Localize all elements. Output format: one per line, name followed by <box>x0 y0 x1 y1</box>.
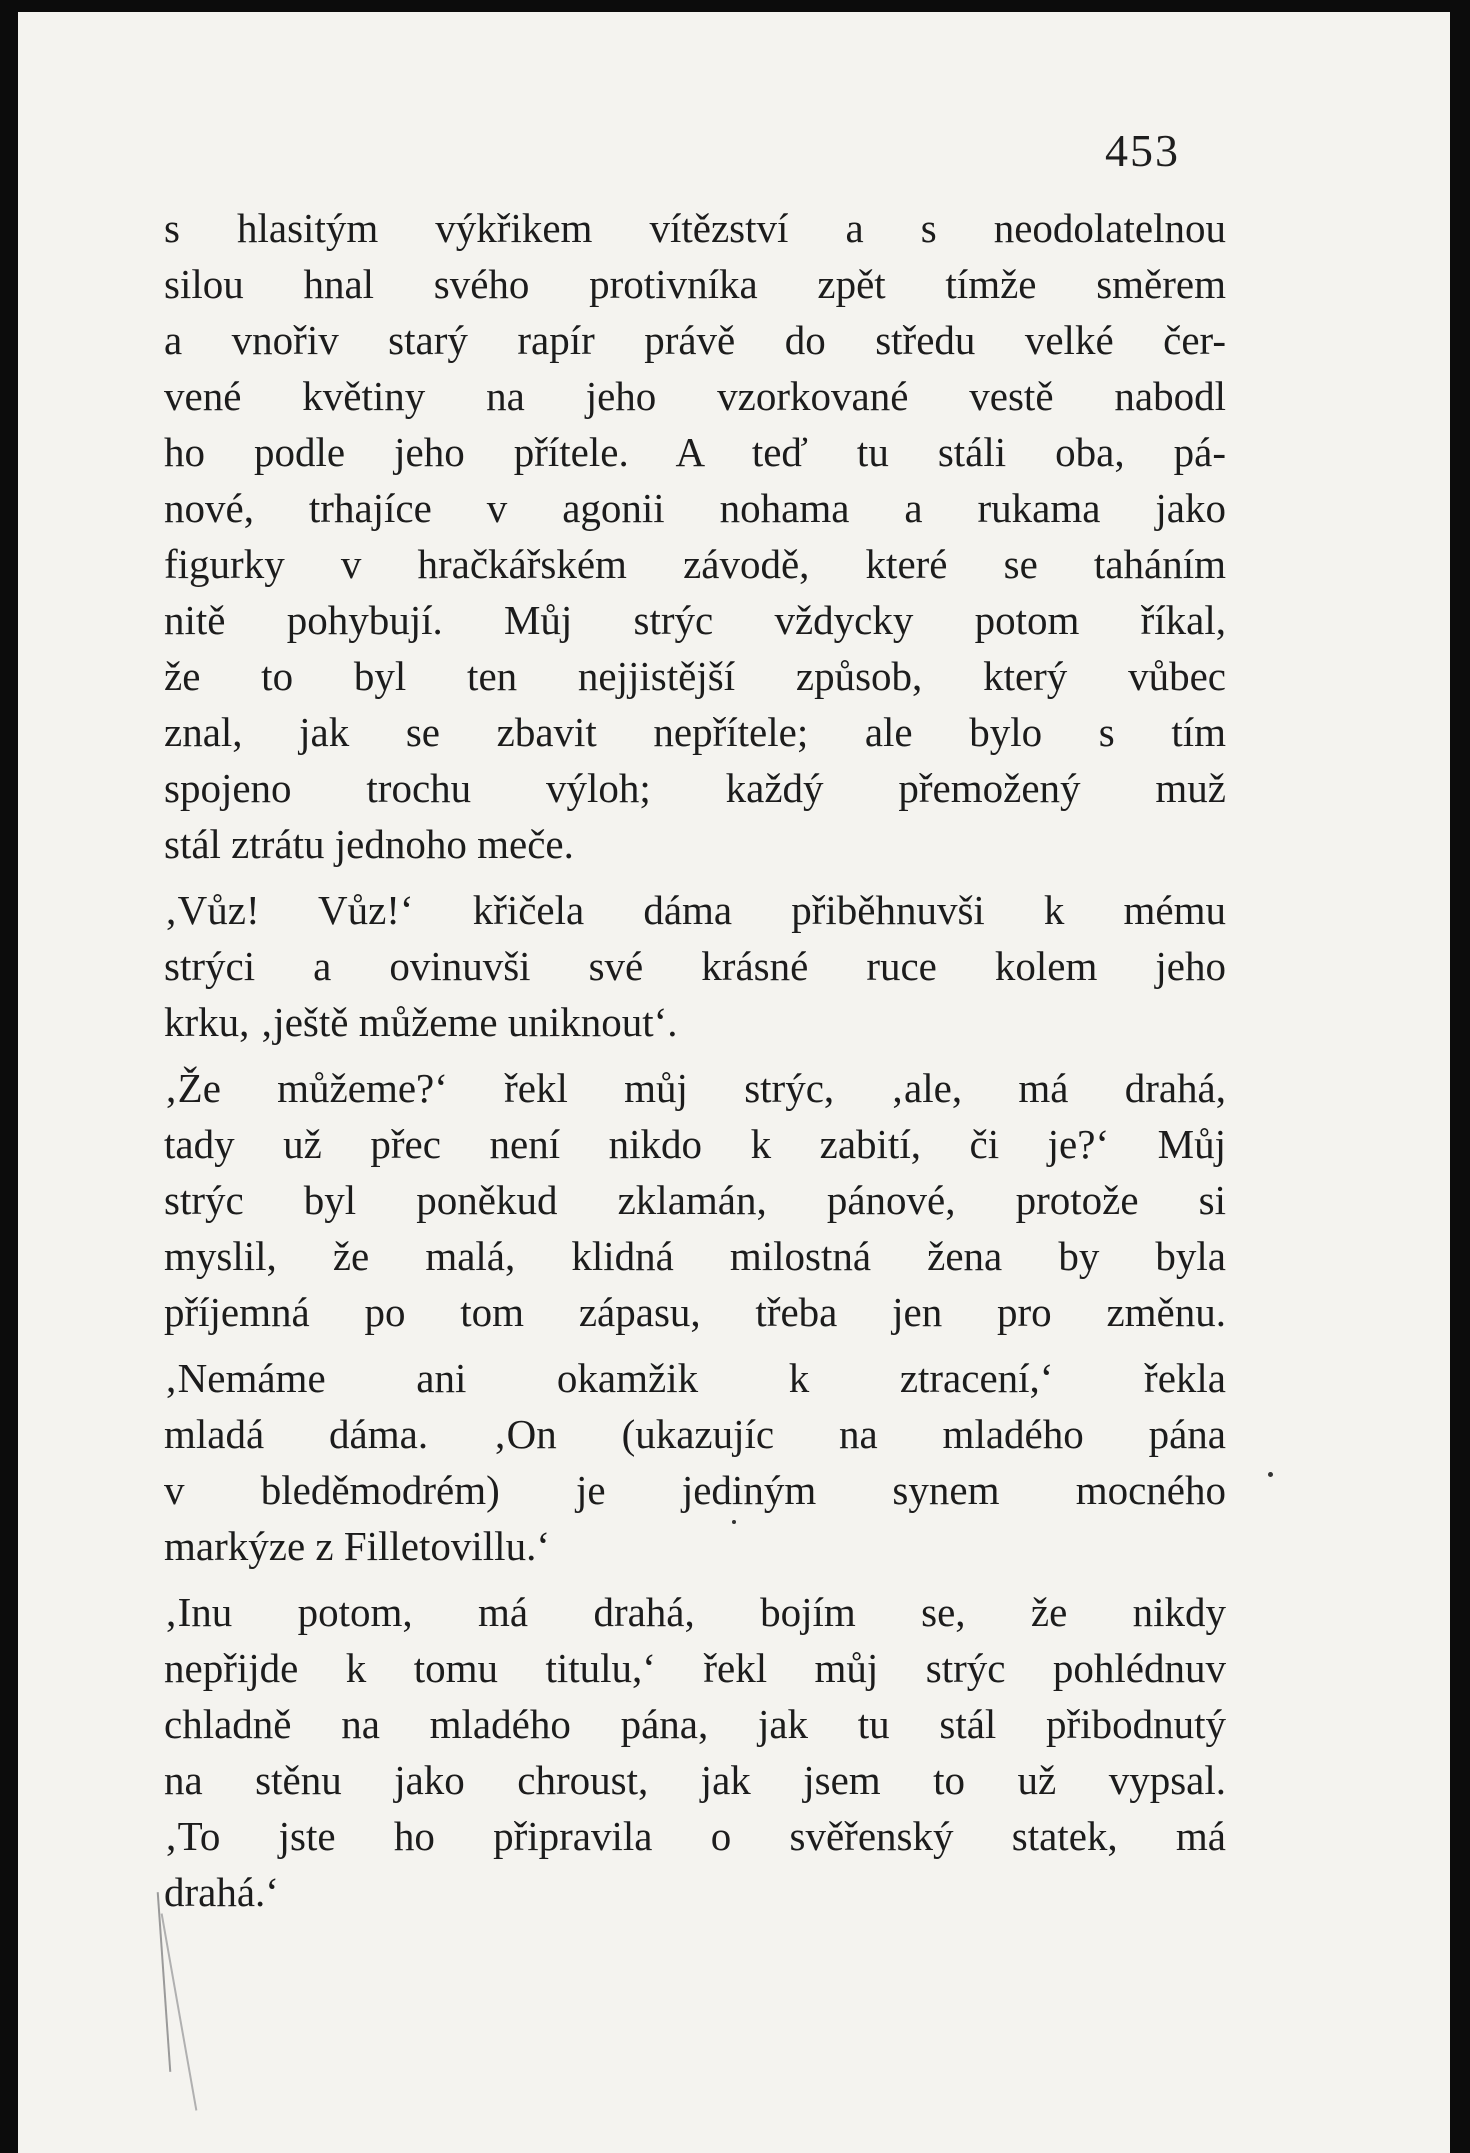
text-line: drahá.‘ <box>164 1869 279 1915</box>
text-line: ‚Že můžeme?‘ řekl můj strýc, ‚ale, má drahá, <box>164 1065 1226 1111</box>
text-line: znal, jak se zbavit nepřítele; ale bylo s tím <box>164 709 1226 755</box>
scan-border-top <box>0 0 1470 12</box>
text-line: myslil, že malá, klidná milostná žena by byla <box>164 1233 1226 1279</box>
text-line: nepřijde k tomu titulu,‘ řekl můj strýc pohlédnuv <box>164 1645 1226 1691</box>
paragraph <box>164 200 1226 872</box>
scan-border-left <box>0 0 18 2153</box>
page-number: 453 <box>1105 125 1180 176</box>
text-line: markýze z Filletovillu.‘ <box>164 1523 550 1569</box>
text-line: ‚To jste ho připravila o svěřenský statek, má <box>164 1813 1226 1859</box>
text-line: příjemná po tom zápasu, třeba jen pro změnu. <box>164 1289 1226 1335</box>
scan-border-right <box>1450 0 1470 2153</box>
text-line: krku, ‚ještě můžeme uniknout‘. <box>164 999 678 1045</box>
paragraph <box>164 882 1226 1050</box>
text-line: vené květiny na jeho vzorkované vestě nabodl <box>164 373 1226 419</box>
text-line: ‚Inu potom, má drahá, bojím se, že nikdy <box>164 1589 1226 1635</box>
text-line: tady už přec není nikdo k zabití, či je?‘ Můj <box>164 1121 1226 1167</box>
text-line: ‚Nemáme ani okamžik k ztracení,‘ řekla <box>164 1355 1226 1401</box>
text-line: silou hnal svého protivníka zpět tímže směrem <box>164 261 1226 307</box>
text-line: v bleděmodrém) je jediným synem mocného <box>164 1467 1226 1513</box>
text-line: stál ztrátu jednoho meče. <box>164 821 574 867</box>
book-page <box>18 12 1450 2153</box>
paragraph <box>164 1060 1226 1340</box>
text-line: že to byl ten nejjistější způsob, který vůbec <box>164 653 1226 699</box>
text-line: strýc byl poněkud zklamán, pánové, protože si <box>164 1177 1226 1223</box>
text-line: spojeno trochu výloh; každý přemožený muž <box>164 765 1226 811</box>
text-line: na stěnu jako chroust, jak jsem to už vypsal. <box>164 1757 1226 1803</box>
text-line: figurky v hračkářském závodě, které se taháním <box>164 541 1226 587</box>
paragraph <box>164 1584 1226 1920</box>
text-line: mladá dáma. ‚On (ukazujíc na mladého pána <box>164 1411 1226 1457</box>
text-line: s hlasitým výkřikem vítězství a s neodolatelnou <box>164 205 1226 251</box>
text-line: nové, trhajíce v agonii nohama a rukama jako <box>164 485 1226 531</box>
scan-speck <box>1268 1472 1273 1477</box>
body-text <box>164 200 1226 1920</box>
text-line: a vnořiv starý rapír právě do středu velké čer- <box>164 317 1226 363</box>
text-line: chladně na mladého pána, jak tu stál přibodnutý <box>164 1701 1226 1747</box>
text-line: ho podle jeho přítele. A teď tu stáli oba, pá- <box>164 429 1226 475</box>
text-line: strýci a ovinuvši své krásné ruce kolem jeho <box>164 943 1226 989</box>
text-line: ‚Vůz! Vůz!‘ křičela dáma přiběhnuvši k mému <box>164 887 1226 933</box>
text-line: nitě pohybují. Můj strýc vždycky potom říkal, <box>164 597 1226 643</box>
paragraph <box>164 1350 1226 1574</box>
